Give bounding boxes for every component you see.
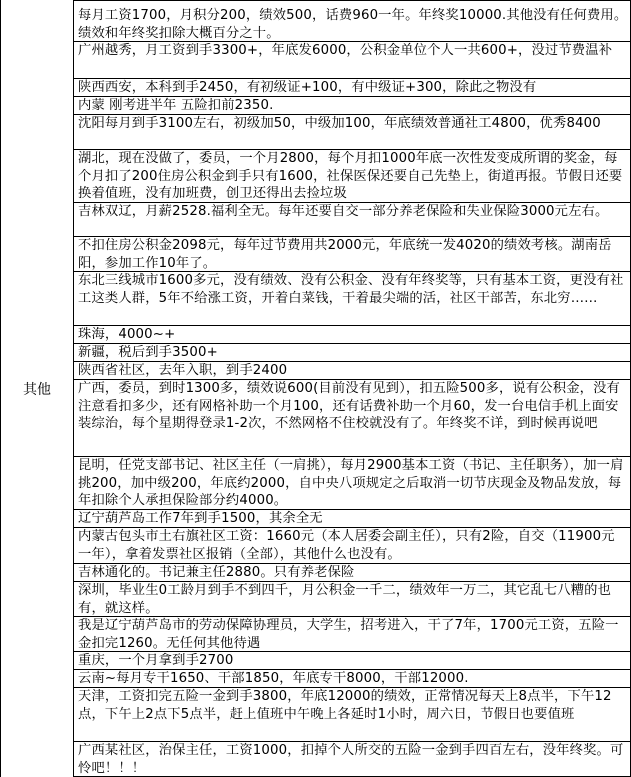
row-text: 广西某社区，治保主任，工资1000，扣掉个人所交的五险一金到手四百左右，没年终奖。可怜吧！！！ (78, 743, 624, 776)
row-text: 吉林通化的。书记兼主任2880。只有养老保险 (78, 565, 355, 580)
row-text: 湖北，现在没做了，委员，一个月2800，每个月扣1000年底一次性发变成所谓的奖金，每个月扣了200住房公积金到手只有1600，社保医保还要自己先垫上，街道再报。节假日还要换着值班，没有加班费，创卫还得出去捡垃圾 (78, 151, 623, 201)
table-row (74, 42, 630, 79)
table-row (74, 344, 630, 362)
table-row (74, 617, 630, 652)
category-cell (0, 0, 74, 777)
table-row (74, 564, 630, 582)
table-row (74, 742, 630, 777)
row-text: 陕西西安，本科到手2450，有初级证+100，有中级证+300，除此之物没有 (78, 80, 537, 95)
row-text: 广西，委员，到时1300多，绩效说600(目前没有见到），扣五险500多，说有公积金，没有注意看扣多少，还有网格补助一个月100，还有话费补助一个月60，发一台电信手机上面安装综治，每个星期得登录1-2次，不然网格不住校就没有了。年终奖不详，到时候再说吧 (78, 381, 620, 431)
responses-column (74, 0, 631, 777)
row-text: 沈阳每月到手3100左右，初级加50，中级加100，年底绩效普通社工4800，优秀8400 (78, 116, 601, 131)
row-text: 天津，工资扣完五险一金到手3800，年底12000的绩效，正常情况每天上8点半，下午12点，下午上2点下5点半，赶上值班中午晚上各延时1小时，周六日，节假日也要值班 (78, 689, 612, 722)
table-row (74, 688, 630, 742)
table-row (74, 362, 630, 380)
table-row (74, 510, 630, 528)
table-row (74, 652, 630, 670)
table-row (74, 380, 630, 457)
row-text: 内蒙古包头市土右旗社区工资：1660元（本人居委会副主任），只有2险，自交（11900元一年），拿着发票社区报销（全部），其他什么也没有。 (78, 529, 615, 562)
row-text: 陕西省社区，去年入职，到手2400 (78, 363, 288, 378)
table-row (74, 457, 630, 510)
table-row (74, 115, 630, 150)
table-row (74, 79, 630, 97)
table-row (74, 150, 630, 203)
table-row (74, 670, 630, 688)
row-text: 内蒙 刚考进半年 五险扣前2350. (78, 98, 274, 113)
row-text: 吉林双辽，月薪2528.福利全无。每年还要自交一部分养老保险和失业保险3000元左右。 (78, 204, 609, 219)
row-text: 东北三线城市1600多元，没有绩效、没有公积金、没有年终奖等，只有基本工资，更没有社工这类人群，5年不给涨工资，开着白菜钱，干着最尖端的活，社区干部苦，东北穷…… (78, 273, 624, 306)
row-text: 我是辽宁葫芦岛市的劳动保障协理员，大学生，招考进入，干了7年，1700元工资，五险一金扣完1260。无任何其他待遇 (78, 618, 619, 651)
row-text: 广州越秀，月工资到手3300+，年底发6000，公积金单位个人一共600+，没过节费温补 (78, 43, 613, 58)
row-text: 每月工资1700，月积分200，绩效500，话费960一年。年终奖10000.其他没有任何费用。绩效和年终奖扣除大概百分之十。 (78, 8, 628, 41)
row-text: 深圳，毕业生0工龄月到手不到四千，月公积金一千二，绩效年一万二，其它乱七八糟的也有，就这样。 (78, 583, 612, 616)
table-row (74, 0, 630, 42)
row-text: 昆明，任党支部书记、社区主任（一肩挑），每月2900基本工资（书记、主任职务），加一肩挑200，加中级200，年底约2000，自中央八项规定之后取消一切节庆现金及物品发放，每年扣除个人承担保险部分约4000。 (78, 458, 624, 508)
table-row (74, 203, 630, 237)
row-text: 新疆，税后到手3500+ (78, 345, 218, 360)
row-text: 不扣住房公积金2098元，每年过节费用共2000元，年底统一发4020的绩效考核。湖南岳阳，参加工作10年了。 (78, 238, 612, 271)
table-row (74, 326, 630, 344)
table-row (74, 97, 630, 115)
table-row (74, 237, 630, 272)
table-row (74, 272, 630, 326)
table-row (74, 528, 630, 564)
table-row (74, 582, 630, 617)
row-text: 珠海，4000~+ (78, 327, 176, 342)
row-text: 辽宁葫芦岛工作7年到手1500，其余全无 (78, 511, 323, 526)
row-text: 云南~每月专干1650、干部1850，年底专干8000，干部12000. (78, 671, 469, 686)
row-text: 重庆，一个月拿到手2700 (78, 653, 234, 668)
category-label: 其他 (23, 381, 51, 398)
